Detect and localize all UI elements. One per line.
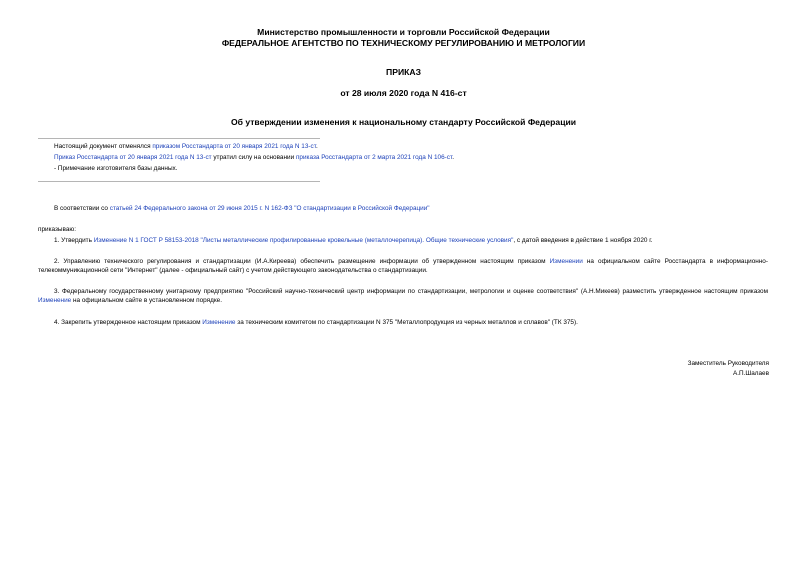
- order-106-st-link[interactable]: приказа Росстандарта от 2 марта 2021 года N 106-ст: [295, 154, 453, 161]
- note-line-cancelled: [54, 143, 318, 151]
- paragraph-4: [38, 318, 768, 327]
- cancel-order-link[interactable]: приказом Росстандарта от 20 января 2021 года N 13-ст: [152, 143, 316, 150]
- paragraph-text: за техническим комитетом по стандартизации N 375 "Металлопродукция из черных металлов и сплавов" (ТК 375).: [235, 319, 578, 326]
- notes-top-divider: [38, 138, 320, 139]
- paragraph-text: 1. Утвердить: [54, 237, 94, 244]
- paragraph-3: [38, 287, 768, 305]
- paragraph-text: 2. Управлению технического регулирования и стандартизации (И.А.Киреева) обеспечить размещение информации об утвержденном настоящим приказом: [54, 258, 550, 265]
- note-text: утратил силу на основании: [211, 154, 296, 161]
- ministry-title: Министерство промышленности и торговли Российской Федерации: [257, 27, 550, 37]
- order-13-st-link[interactable]: Приказ Росстандарта от 20 января 2021 года N 13-ст: [54, 154, 212, 161]
- paragraph-text: , с датой введения в действие 1 ноября 2020 г.: [513, 237, 653, 244]
- signatory-name: А.П.Шалаев: [732, 370, 769, 377]
- law-162-fz-link[interactable]: статьей 24 Федерального закона от 29 июня 2015 г. N 162-ФЗ "О стандартизации в Российской Федерации": [109, 205, 430, 212]
- paragraph-text: на официальном сайте в установленном порядке.: [71, 297, 223, 304]
- paragraph-2: [38, 257, 768, 275]
- paragraph-1: [38, 236, 768, 245]
- amendment-link[interactable]: Изменение: [38, 297, 72, 304]
- order-word: приказываю:: [38, 226, 76, 233]
- preamble: [54, 205, 430, 213]
- paragraph-text: 3. Федеральному государственному унитарному предприятию "Российский научно-технический центр информации по стандартизации, метрологии и оценке соответствия" (А.Н.Микеев) разместить утвержденное настоящим приказом: [54, 288, 768, 295]
- note-punct: .: [315, 143, 318, 150]
- amendment-link[interactable]: Изменении: [549, 258, 583, 265]
- amendment-gost-link[interactable]: Изменение N 1 ГОСТ Р 58153-2018 "Листы металлические профилированные кровельные (металлочерепица). Общие технические условия": [93, 237, 514, 244]
- agency-title: ФЕДЕРАЛЬНОЕ АГЕНТСТВО ПО ТЕХНИЧЕСКОМУ РЕГУЛИРОВАНИЮ И МЕТРОЛОГИИ: [221, 38, 586, 48]
- note-line-db-remark: - Примечание изготовителя базы данных.: [54, 165, 178, 172]
- notes-bottom-divider: [38, 181, 320, 182]
- document-type: ПРИКАЗ: [386, 67, 421, 77]
- signatory-position: Заместитель Руководителя: [687, 360, 769, 367]
- document-date-number: от 28 июля 2020 года N 416-ст: [340, 88, 467, 98]
- note-line-expired: [54, 154, 454, 162]
- note-text: Настоящий документ отменялся: [54, 143, 153, 150]
- note-punct: .: [452, 154, 454, 161]
- document-subject: Об утверждении изменения к национальному стандарту Российской Федерации: [230, 117, 577, 127]
- amendment-link[interactable]: Изменение: [202, 319, 236, 326]
- paragraph-text: 4. Закрепить утвержденное настоящим приказом: [54, 319, 203, 326]
- paragraph-text: на официальном сайте Росстандарта в информационно-телекоммуникационной сети "Интернет" (далее - официальный сайт) с учетом действующего законодательства о стандартизации.: [38, 258, 768, 274]
- preamble-text: В соответствии со: [54, 205, 110, 212]
